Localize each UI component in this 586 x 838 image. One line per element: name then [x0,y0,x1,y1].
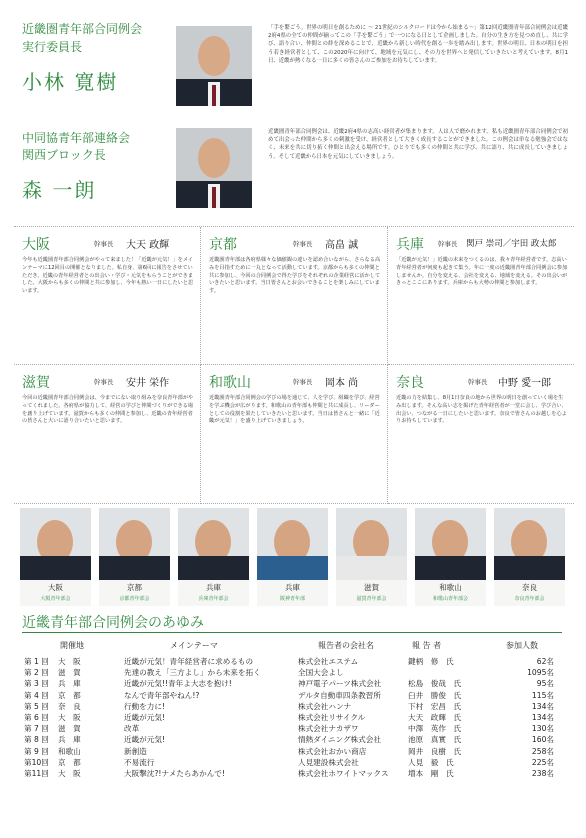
history-theme: 先達の教え「三方よし」から未来を拓く [124,668,261,678]
strip-photo [257,508,328,606]
history-theme: 近畿が元気！青年経営者に求めるもの [124,657,254,666]
history-divider [22,632,562,633]
pref-message: 近畿の力を結集し、8月1日奈良の地から世界の明日を創っていく場を生み出します。そんな高い志を掲げた青年経営者が一堂に会し、学び合い、出会い、つながる一日にしたいと思います。奈良で皆さんのお越しを心よりお待ちしています。 [396,395,567,425]
strip-pref: 兵庫 [285,583,300,592]
history-pref: 京 都 [58,757,81,767]
pref-leader-name: 安井 栄作 [126,378,170,389]
leader-photo [176,128,252,208]
history-theme: 行動を力に! [124,701,166,711]
history-reporter: 岡井 良樹 氏 [408,746,462,756]
history-reporter: 中澤 英作 氏 [408,724,462,734]
pref-leader-name: 関戸 崇司／宇田 政太郎 [466,239,557,249]
pref-role: 幹事長 [293,378,313,386]
header-company: 報告者の会社名 [318,641,374,650]
history-count: 130名 [531,724,554,734]
pref-role: 幹事長 [94,240,114,248]
history-company: 株式会社ホワイトマックス [298,769,389,779]
pref-name: 大阪 [22,237,50,253]
header-count: 参加人数 [506,641,538,650]
pref-message: 今年も近畿圏青年部合同例会がやって来ました！「近畿が元気！」をメインテーマに12回目の開催となりました。私自身、第6回に報告をさせていただき、近畿の青年経営者との出会い・学び・元気をもらうことができました。大阪からも多くの仲間と共に参加し、今年も熱い一日にしたいと思います。 [22,257,194,295]
leader-org: 近畿圏青年部合同例会 [22,22,143,36]
history-company: 情熱ダイニング株式会社 [298,735,381,745]
pref-name: 兵庫 [396,237,424,253]
table-row [24,690,554,701]
history-theme: 改革 [124,724,140,734]
pref-name: 滋賀 [22,375,50,391]
history-no: 第11回 [24,769,49,779]
history-title: 近畿青年部合同例会のあゆみ [22,615,204,631]
leader-message: 「手を繋ごう。世界の明日を創るために ～ 21世紀のシルクロードは今から始まる～」第12回近畿圏青年部合同例会は近畿2府4県の全ての仲間が揃ってこの「手を繋ごう」で一つになる日として企画しました。自分の生き方を見つめ直し、共に学び、語り合い、仲間との絆を深めることで、近畿から新しい時代を創る一歩を踏み出します。世界の明日、日本の明日を担う若き経営者として、この2020年に向けて、地域を元気にし、その力を世界へと発信していきたいと考えています。8月1日、近畿が熱くなる一日に多くの皆さんのご参加をお待ちしています。 [268,25,568,64]
header-reporter: 報 告 者 [412,641,442,650]
pref-cell-shiga [14,365,201,504]
history-no: 第 4 回 [24,690,49,700]
history-reporter: 鍵柄 修 氏 [408,657,454,666]
history-reporter: 池原 真實 氏 [408,735,462,745]
pref-message: 近畿圏青年部は各府県様々な価値観の違いを認め合いながら、さらなる高みを目指すために一丸となって活動しています。京都からも多くの仲間と共に参加し、今回の合同例会で得た学びをそれぞれの企業経営に活かしていきたいと思います。当日皆さんとお会いできることを楽しみにしています。 [209,257,381,295]
history-no: 第 1 回 [24,657,49,666]
history-pref: 滋 賀 [58,724,81,734]
history-theme: 新創造 [124,746,147,756]
strip-pref: 奈良 [522,583,537,592]
history-company: 全国大会よし [298,668,344,678]
strip-pref: 滋賀 [364,583,379,592]
history-reporter: 臼井 勝俊 氏 [408,690,462,700]
leader-org: 中同協青年部連絡会 [22,131,131,145]
history-company: 株式会社おかい商店 [298,746,367,756]
history-no: 第 3 回 [24,679,49,689]
history-pref: 京 都 [58,690,81,700]
history-company: 株式会社エステム [298,657,359,666]
history-pref: 大 阪 [58,713,81,723]
strip-sub: 大阪青年部会 [40,596,71,602]
pref-message: 今回の近畿圏青年部合同例会は、今までにない取り組みを奈良青年部がやってくれました。各府県が協力して、経営の学びと仲間づくりができる場を創り上げています。滋賀からも多くの仲間と参加し、近畿の青年経営者の皆さんと大いに語り合いたいと思います。 [22,395,194,425]
leader-photo [176,26,252,106]
history-theme: 近畿が元気! [124,735,166,745]
history-count: 160名 [531,735,554,745]
history-count: 95名 [536,679,554,689]
history-count: 62名 [536,657,554,666]
table-row [24,712,554,723]
header-place: 開催地 [60,641,84,650]
history-theme: 大阪撃沈?!ナメたらあかんで! [124,769,225,779]
history-table [24,656,554,779]
history-theme: 近畿が元気! [124,713,166,723]
leader-name: 小林 寛樹 [22,70,119,94]
history-count: 134名 [531,713,554,723]
table-row [24,768,554,779]
history-company: 神戸電子パーツ株式会社 [298,679,382,689]
pref-role: 幹事長 [468,378,488,386]
leader-message: 近畿圏青年部合同例会は、近畿2府4県の志高い経営者が集まります。人は人で磨かれます。私も近畿圏青年部合同例会で初めて出会った仲間から多くの刺激を受け、経営者として大きく成長することができました。この例会は単なる勉強会ではなく、未来を共に切り拓く仲間と出会える場所です。ひとりでも多くの仲間と共に学び、共に語り、共に成長していきましょう。そして近畿から日本を元気にしていきましょう。 [268,129,568,160]
history-no: 第 9 回 [24,746,49,756]
strip-pref: 和歌山 [439,583,462,592]
pref-name: 奈良 [396,375,424,391]
strip-photo [415,508,486,606]
strip-sub: 兵庫青年部会 [198,596,229,602]
history-reporter: 松島 俊哉 氏 [408,679,462,689]
table-row [24,757,554,768]
history-no: 第 5 回 [24,701,49,711]
history-count: 225名 [531,757,554,767]
strip-sub: 奈良青年部会 [514,596,545,602]
pref-leader-name: 岡本 尚 [325,378,359,389]
pref-leader-name: 高畠 誠 [325,240,359,251]
history-company: 株式会社ハンナ [298,701,352,711]
history-count: 238名 [531,769,554,779]
header-theme: メインテーマ [170,641,218,650]
history-no: 第10回 [24,757,49,767]
history-theme: 不易流行 [124,757,155,767]
strip-pref: 京都 [127,583,142,592]
history-no: 第 6 回 [24,713,49,723]
history-company: 株式会社リサイクル [298,713,366,723]
table-row [24,701,554,712]
history-pref: 兵 庫 [58,735,81,745]
history-reporter: 増本 剛 氏 [408,769,454,779]
history-theme: なんで青年部やねん!? [124,690,200,700]
history-pref: 大 阪 [58,769,81,779]
history-reporter: 大天 政輝 氏 [408,713,462,723]
history-count: 258名 [531,746,554,756]
strip-pref: 大阪 [48,583,63,592]
strip-photo [20,508,91,606]
pref-cell-hyogo [388,227,574,365]
history-count: 1095名 [527,668,554,678]
pref-cell-nara [388,365,574,504]
table-row [24,734,554,745]
history-no: 第 2 回 [24,668,49,678]
history-company: 人見建設株式会社 [298,757,359,767]
strip-sub: 滋賀青年部会 [356,596,387,602]
strip-photo [336,508,407,606]
strip-photo [178,508,249,606]
history-reporter [408,667,490,678]
pref-leader-name: 大天 政輝 [126,240,170,251]
prefecture-grid [14,226,574,503]
leader-name: 森 一朗 [22,178,97,202]
table-row [24,667,554,678]
history-reporter: 人見 毅 氏 [408,757,454,767]
history-reporter: 下村 宏昌 氏 [408,701,462,711]
history-company: デルタ自動車四条教習所 [298,690,381,700]
leader-title: 関西ブロック長 [22,148,106,162]
strip-photo [99,508,170,606]
pref-leader-name: 中野 愛一郎 [498,378,552,389]
table-row [24,746,554,757]
pref-name: 京都 [209,237,237,253]
history-pref: 奈 良 [58,701,81,711]
table-row [24,678,554,689]
pref-message: 「近畿が元気！」近畿の未来をつくるのは、我々青年経営者です。志高い青年経営者が何度も起きて集う。年に一度の近畿圏青年部合同例会に参加しませんか。自分を変える、会社を変える、地域を変える。その出会いがきっとここにあります。兵庫からも大勢の仲間と参加します。 [396,257,568,287]
history-count: 115名 [531,690,554,700]
pref-cell-wakayama [201,365,388,504]
leader-title: 実行委員長 [22,40,83,54]
strip-photo [494,508,565,606]
pref-cell-osaka [14,227,201,365]
history-company: 株式会社ナカザワ [298,724,359,734]
history-pref: 大 阪 [58,657,81,666]
pref-cell-kyoto [201,227,388,365]
history-no: 第 8 回 [24,735,49,745]
strip-sub: 和歌山青年部会 [432,596,468,602]
pref-role: 幹事長 [438,240,458,248]
table-row [24,656,554,667]
history-pref: 和歌山 [58,746,81,756]
table-row [24,723,554,734]
history-no: 第 7 回 [24,724,49,734]
strip-sub: 京都青年部会 [119,596,150,602]
strip-sub: 阪神青年部 [279,596,305,602]
history-theme: 近畿が元気!!青年よ大志を抱け! [124,679,232,689]
history-count: 134名 [531,701,554,711]
pref-role: 幹事長 [293,240,313,248]
history-pref: 兵 庫 [58,679,81,689]
pref-role: 幹事長 [94,378,114,386]
pref-message: 近畿圏青年部合同例会の学びの場を通じて、人を学び、組織を学び、経営を学ぶ機会が広がります。和歌山の青年部も仲間と共に成長し、リーダーとしての役割を果たしていきたいと思います。当日は皆さんと一緒に「近畿が元気！」を盛り上げていきましょう。 [209,395,380,425]
strip-pref: 兵庫 [206,583,221,592]
history-pref: 滋 賀 [58,668,81,678]
pref-name: 和歌山 [209,375,251,391]
